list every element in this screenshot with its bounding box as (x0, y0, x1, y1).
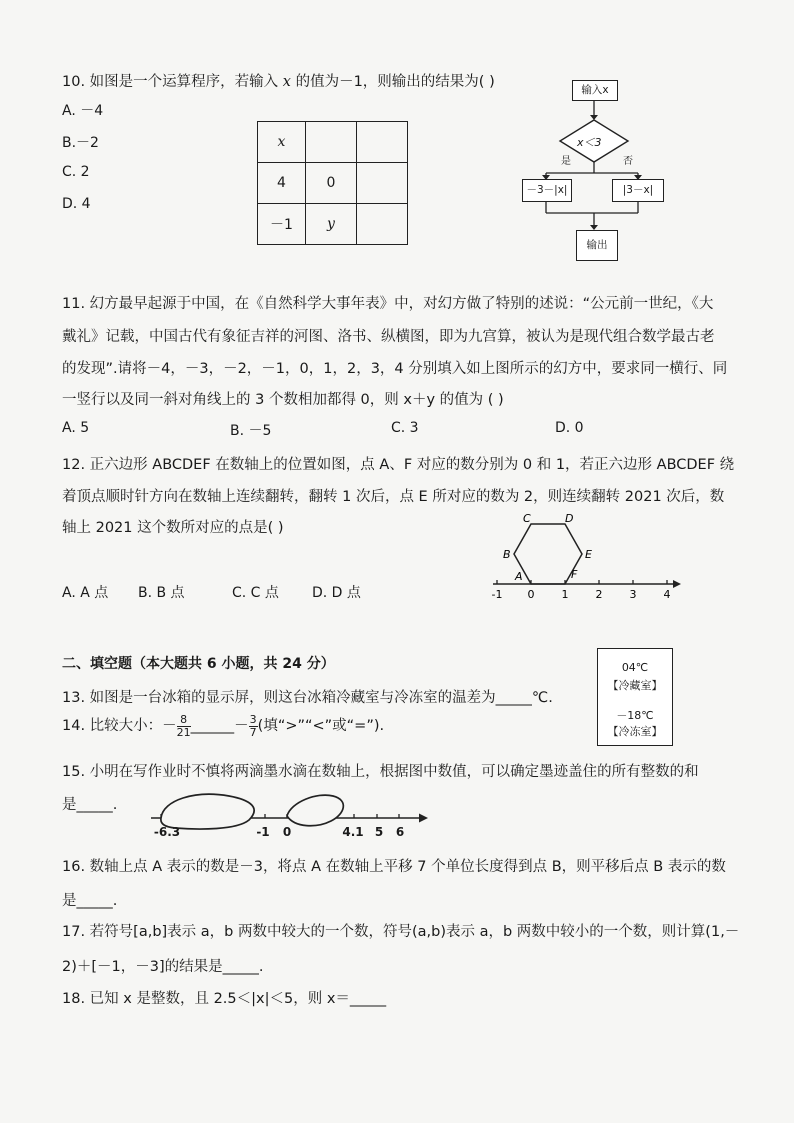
q18-stem: 18. 已知 x 是整数，且 2.5＜|x|＜5，则 x＝_____ (62, 991, 387, 1007)
flowchart-condition: x＜3 (577, 136, 602, 149)
q12-option-b[interactable]: B. B 点 (138, 585, 185, 601)
hex-tick-label: -1 (491, 588, 503, 600)
flowchart-no: 否 (623, 156, 633, 167)
ink-numberline-figure (145, 784, 435, 844)
flowchart-yes: 是 (561, 156, 571, 167)
q10-option-c[interactable]: C. 2 (62, 164, 90, 180)
magic-cell (357, 204, 408, 245)
vertex-d-label: D (565, 512, 574, 525)
q11-option-d[interactable]: D. 0 (555, 420, 584, 436)
q11-option-a[interactable]: A. 5 (62, 420, 90, 436)
q17-line2: 2)＋[－1，－3]的结果是_____. (62, 959, 264, 975)
section2-heading: 二、填空题（本大题共 6 小题，共 24 分） (62, 656, 335, 672)
ink-blot-right (287, 795, 343, 826)
hexagon-numberline-figure (485, 510, 685, 600)
q10-option-d[interactable]: D. 4 (62, 196, 91, 212)
magic-cell: 4 (258, 163, 306, 204)
ink-tick-label: 4.1 (342, 825, 364, 839)
axis-arrow (673, 580, 681, 588)
hex-tick-label: 3 (629, 588, 637, 600)
q13-blank[interactable]: _____ (495, 690, 532, 706)
magic-cell: －1 (258, 204, 306, 245)
flowchart-input: 输入x (572, 80, 618, 101)
q15-line1: 15. 小明在写作业时不慎将两滴墨水滴在数轴上，根据图中数值，可以确定墨迹盖住的所有整数的和 (62, 764, 699, 780)
hex-tick-label: 0 (527, 588, 535, 600)
magic-cell: x (258, 122, 306, 163)
magic-cell (357, 122, 408, 163)
flowchart-right-op: |3－x| (612, 179, 664, 202)
magic-cell (306, 122, 357, 163)
q11-line3: 的发现”.请将－4，－3，－2，－1，0，1，2，3，4 分别填入如上图所示的幻方中，要求同一横行、同 (62, 361, 728, 377)
q10-option-b[interactable]: B.－2 (62, 135, 99, 151)
q16-line2: 是_____. (62, 893, 118, 909)
flowchart-left-op: －3－|x| (522, 179, 572, 202)
ink-tick-label: 0 (282, 825, 292, 839)
hex-tick-label: 1 (561, 588, 569, 600)
ink-tick-label: 6 (395, 825, 405, 839)
flowchart-output: 输出 (576, 230, 618, 261)
q11-option-b[interactable]: B. －5 (230, 423, 272, 439)
vertex-a-label: A (515, 570, 523, 583)
ink-tick-label: -1 (256, 825, 270, 839)
ink-tick-label: 5 (374, 825, 384, 839)
fridge-temp1: 04℃ (621, 661, 649, 674)
q11-line4: 一竖行以及同一斜对角线上的 3 个数相加都得 0，则 x＋y 的值为 ( ) (62, 392, 504, 408)
vertex-f-label: F (571, 568, 578, 581)
q17-line1: 17. 若符号[a,b]表示 a，b 两数中较大的一个数，符号(a,b)表示 a，b 两数中较小的一个数，则计算(1,－ (62, 924, 740, 940)
fraction-8-21: $\frac{8}{21}$ (176, 713, 191, 739)
ink-axis-arrow (419, 814, 428, 823)
q12-option-c[interactable]: C. C 点 (232, 585, 279, 601)
q12-line3: 轴上 2021 这个数所对应的点是( ) (62, 520, 284, 536)
vertex-b-label: B (503, 548, 511, 561)
q11-line2: 戴礼》记载，中国古代有象征吉祥的河图、洛书、纵横图，即为九宫算，被认为是现代组合数学最古老 (62, 329, 715, 345)
magic-cell (357, 163, 408, 204)
fridge-display (597, 648, 673, 746)
q10-stem: 10. 如图是一个运算程序，若输入 x 的值为－1，则输出的结果为( ) (62, 74, 495, 90)
hex-tick-label: 4 (663, 588, 671, 600)
magic-square (257, 121, 408, 245)
q16-line1: 16. 数轴上点 A 表示的数是－3，将点 A 在数轴上平移 7 个单位长度得到点 B，则平移后点 B 表示的数 (62, 859, 726, 875)
vertex-e-label: E (585, 548, 592, 561)
fraction-3-7: $\frac{3}{7}$ (249, 713, 257, 739)
magic-cell: 0 (306, 163, 357, 204)
q14-blank[interactable]: ______ (190, 718, 235, 735)
q10-option-a[interactable]: A. －4 (62, 103, 104, 119)
q12-line2: 着顶点顺时针方向在数轴上连续翻转，翻转 1 次后，点 E 所对应的数为 2，则连续翻转 2021 次后，数 (62, 489, 725, 505)
ink-blot-left (161, 794, 254, 829)
magic-cell: y (306, 204, 357, 245)
vertex-c-label: C (523, 512, 531, 525)
q12-option-d[interactable]: D. D 点 (312, 585, 361, 601)
fridge-label1: 【冷藏室】 (607, 679, 663, 692)
q13-stem: 13. 如图是一台冰箱的显示屏，则这台冰箱冷藏室与冷冻室的温差为_____℃. (62, 690, 553, 706)
q11-line1: 11. 幻方最早起源于中国，在《自然科学大事年表》中，对幻方做了特别的述说：“公元前一世纪，《大 (62, 296, 714, 312)
fridge-temp2: －18℃ (616, 709, 654, 722)
hex-tick-label: 2 (595, 588, 603, 600)
q15-line2: 是_____. (62, 797, 118, 813)
q12-option-a[interactable]: A. A 点 (62, 585, 109, 601)
ink-tick-label: -6.3 (153, 825, 181, 839)
q12-line1: 12. 正六边形 ABCDEF 在数轴上的位置如图，点 A、F 对应的数分别为 0 和 1，若正六边形 ABCDEF 绕 (62, 457, 735, 473)
q11-option-c[interactable]: C. 3 (391, 420, 419, 436)
fridge-label2: 【冷冻室】 (607, 725, 663, 738)
q14-stem: 14. 比较大小：－ $\frac{8}{21}$ ______－ $\frac{3}{7}$ (填“>”“<”或“=”). (62, 713, 385, 739)
var-x: x (282, 74, 291, 90)
